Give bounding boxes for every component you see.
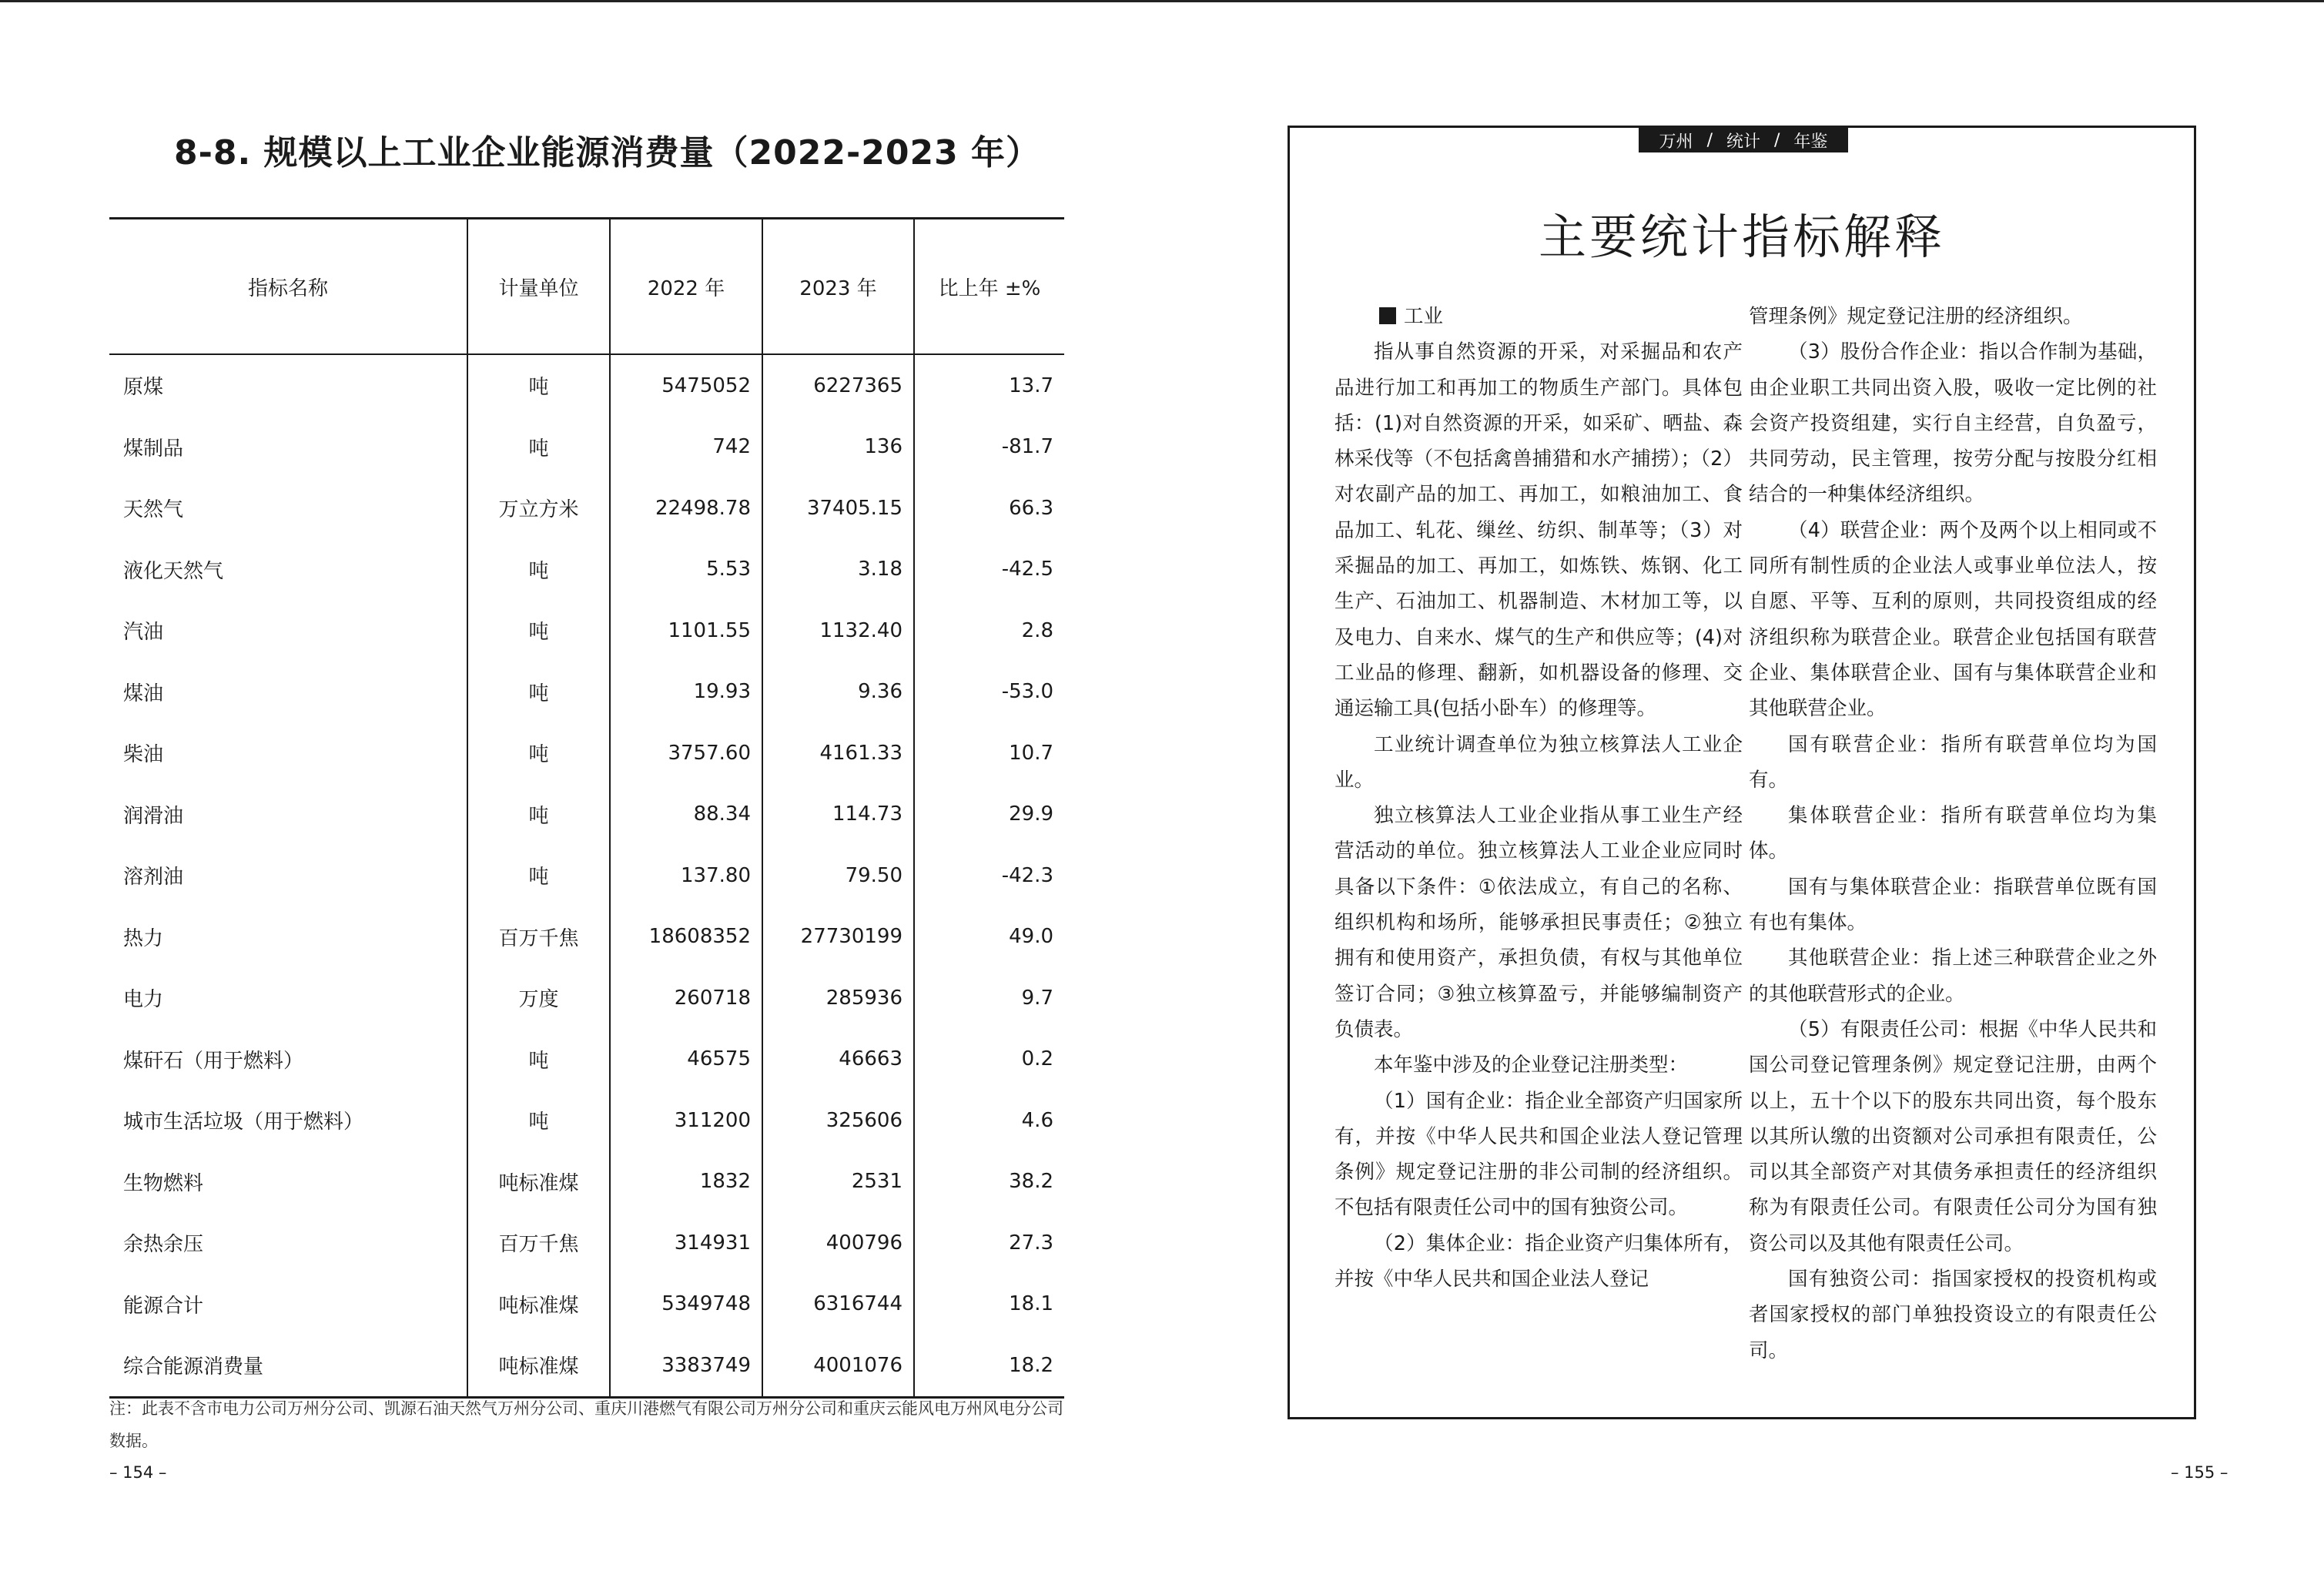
change-percent: -53.0 — [914, 662, 1064, 723]
column-header-unit: 计量单位 — [467, 219, 610, 355]
table-row — [109, 1335, 1064, 1397]
unit-cell: 吨 — [467, 662, 610, 723]
indicator-name: 柴油 — [123, 743, 164, 767]
value-2023: 136 — [762, 417, 914, 478]
value-2022: 5475052 — [610, 354, 762, 417]
page-number-left: – 154 – — [109, 1463, 167, 1482]
text-column-left — [1334, 299, 1743, 1297]
paragraph: （5）有限责任公司：根据《中华人民共和国公司登记管理条例》规定登记注册，由两个以上，五十个以下的股东共同出资，每个股东以其所认缴的出资额对公司承担有限责任，公司以其全部资产对其债务承担责任的经济组织称为有限责任公司。有限责任公司分为国有独资公司以及其他有限责任公司。 — [1749, 1017, 2157, 1255]
column-header-name: 指标名称 — [109, 219, 467, 355]
paragraph: （4）联营企业：两个及两个以上相同或不同所有制性质的企业法人或事业单位法人，按自愿、平等、互利的原则，共同投资组成的经济组织称为联营企业。联营企业包括国有联营企业、集体联营企业、国有与集体联营企业和其他联营企业。 — [1749, 518, 2157, 721]
column-header-2022: 2022 年 — [610, 219, 762, 355]
value-2023: 285936 — [762, 967, 914, 1029]
change-percent: 10.7 — [914, 722, 1064, 784]
value-2022: 18608352 — [610, 906, 762, 968]
value-2023: 37405.15 — [762, 477, 914, 539]
value-2023: 6316744 — [762, 1274, 914, 1335]
column-header-change: 比上年 ±% — [914, 219, 1064, 355]
page-heading: 主要统计指标解释 — [1538, 209, 1945, 265]
change-percent: -81.7 — [914, 417, 1064, 478]
unit-cell: 吨 — [467, 417, 610, 478]
header-part: 统计 — [1726, 132, 1760, 152]
table-title: 8-8. 规模以上工业企业能源消费量（2022-2023 年） — [174, 133, 1041, 173]
value-2023: 3.18 — [762, 539, 914, 601]
paragraph: （3）股份合作企业：指以合作制为基础，由企业职工共同出资入股，吸收一定比例的社会资产投资组建，实行自主经营，自负盈亏，共同劳动，民主管理，按劳分配与按股分红相结合的一种集体经济组织。 — [1749, 340, 2157, 507]
value-2022: 46575 — [610, 1029, 762, 1090]
unit-cell: 吨标准煤 — [467, 1335, 610, 1397]
change-percent: 9.7 — [914, 967, 1064, 1029]
indicator-name: 城市生活垃圾（用于燃料） — [123, 1111, 364, 1134]
paragraph: 指从事自然资源的开采，对采掘品和农产品进行加工和再加工的物质生产部门。具体包括：(1)对自然资源的开采，如采矿、晒盐、森林采伐等（不包括禽兽捕猎和水产捕捞）；（2）对农副产品的加工、再加工，如粮油加工、食品加工、轧花、缫丝、纺织、制革等；（3）对采掘品的加工、再加工，如炼铁、炼钢、化工生产、石油加工、机器制造、木材加工等，以及电力、自来水、煤气的生产和供应等；(4)对工业品的修理、翻新，如机器设备的修理、交通运输工具(包括小卧车）的修理等。 — [1334, 340, 1743, 721]
header-part: 万州 — [1659, 132, 1693, 152]
paragraph: 国有独资公司：指国家授权的投资机构或者国家授权的部门单独投资设立的有限责任公司。 — [1749, 1268, 2157, 1362]
table-row — [109, 600, 1064, 662]
table-row — [109, 845, 1064, 906]
value-2022: 260718 — [610, 967, 762, 1029]
text-column-right — [1749, 299, 2157, 1369]
value-2022: 3383749 — [610, 1335, 762, 1397]
paragraph: 集体联营企业：指所有联营单位均为集体。 — [1749, 804, 2157, 863]
paragraph: （2）集体企业：指企业资产归集体所有，并按《中华人民共和国企业法人登记 — [1334, 1231, 1743, 1292]
paragraph: 工业统计调查单位为独立核算法人工业企业。 — [1334, 732, 1743, 792]
value-2022: 311200 — [610, 1090, 762, 1151]
table-row — [109, 967, 1064, 1029]
header-separator: / — [1774, 130, 1780, 150]
change-percent: 29.9 — [914, 784, 1064, 846]
value-2023: 325606 — [762, 1090, 914, 1151]
value-2023: 114.73 — [762, 784, 914, 846]
unit-cell: 吨标准煤 — [467, 1151, 610, 1213]
table-footnote: 注：此表不含市电力公司万州分公司、凯源石油天然气万州分公司、重庆川港燃气有限公司万州分公司和重庆云能风电万州风电分公司数据。 — [109, 1399, 1063, 1450]
unit-cell: 吨 — [467, 354, 610, 417]
right-page — [1162, 0, 2324, 1588]
value-2022: 742 — [610, 417, 762, 478]
paragraph: （1）国有企业：指企业全部资产归国家所有，并按《中华人民共和国企业法人登记管理条例》规定登记注册的非公司制的经济组织。不包括有限责任公司中的国有独资公司。 — [1334, 1089, 1743, 1220]
unit-cell: 吨 — [467, 845, 610, 906]
unit-cell: 百万千焦 — [467, 906, 610, 968]
paragraph: 本年鉴中涉及的企业登记注册类型： — [1374, 1054, 1689, 1077]
change-percent: -42.5 — [914, 539, 1064, 601]
square-bullet-icon — [1379, 307, 1396, 324]
value-2023: 4161.33 — [762, 722, 914, 784]
page-number-right: – 155 – — [2171, 1463, 2229, 1482]
paragraph-continuation: 管理条例》规定登记注册的经济组织。 — [1749, 305, 2083, 328]
unit-cell: 万度 — [467, 967, 610, 1029]
table-row — [109, 1274, 1064, 1335]
unit-cell: 吨 — [467, 1029, 610, 1090]
value-2023: 400796 — [762, 1212, 914, 1274]
table-row — [109, 722, 1064, 784]
unit-cell: 吨 — [467, 600, 610, 662]
indicator-name: 综合能源消费量 — [123, 1355, 264, 1379]
value-2022: 22498.78 — [610, 477, 762, 539]
column-header-2023: 2023 年 — [762, 219, 914, 355]
unit-cell: 万立方米 — [467, 477, 610, 539]
indicator-name: 能源合计 — [123, 1294, 204, 1318]
change-percent: 13.7 — [914, 354, 1064, 417]
change-percent: 27.3 — [914, 1212, 1064, 1274]
change-percent: -42.3 — [914, 845, 1064, 906]
change-percent: 49.0 — [914, 906, 1064, 968]
indicator-name: 原煤 — [123, 376, 164, 400]
unit-cell: 吨 — [467, 1090, 610, 1151]
indicator-name: 溶剂油 — [123, 866, 184, 889]
value-2023: 46663 — [762, 1029, 914, 1090]
indicator-name: 煤制品 — [123, 437, 184, 461]
indicator-name: 液化天然气 — [123, 559, 224, 583]
value-2023: 9.36 — [762, 662, 914, 723]
header-part: 年鉴 — [1793, 132, 1828, 152]
indicator-name: 电力 — [123, 988, 164, 1012]
value-2023: 2531 — [762, 1151, 914, 1213]
change-percent: 2.8 — [914, 600, 1064, 662]
table-row — [109, 1212, 1064, 1274]
value-2022: 3757.60 — [610, 722, 762, 784]
unit-cell: 吨标准煤 — [467, 1274, 610, 1335]
value-2022: 5.53 — [610, 539, 762, 601]
paragraph: 国有与集体联营企业：指联营单位既有国有也有集体。 — [1749, 875, 2157, 935]
change-percent: 4.6 — [914, 1090, 1064, 1151]
value-2022: 1101.55 — [610, 600, 762, 662]
table-row — [109, 1151, 1064, 1213]
content-frame — [1288, 126, 2196, 1419]
table-row — [109, 477, 1064, 539]
paragraph: 国有联营企业：指所有联营单位均为国有。 — [1749, 732, 2157, 792]
value-2022: 1832 — [610, 1151, 762, 1213]
indicator-name: 天然气 — [123, 498, 184, 522]
table-row — [109, 1029, 1064, 1090]
paragraph: 独立核算法人工业企业指从事工业生产经营活动的单位。独立核算法人工业企业应同时具备以下条件：①依法成立，有自己的名称、组织机构和场所，能够承担民事责任；②独立拥有和使用资产，承担负债，有权与其他单位签订合同；③独立核算盈亏，并能够编制资产负债表。 — [1334, 804, 1743, 1041]
change-percent: 18.2 — [914, 1335, 1064, 1397]
indicator-name: 热力 — [123, 926, 164, 950]
yearbook-header-tab — [1639, 128, 1848, 152]
unit-cell: 吨 — [467, 784, 610, 846]
paragraph: 其他联营企业：指上述三种联营企业之外的其他联营形式的企业。 — [1749, 946, 2157, 1006]
value-2023: 6227365 — [762, 354, 914, 417]
section-heading — [1334, 299, 1743, 334]
value-2023: 27730199 — [762, 906, 914, 968]
change-percent: 66.3 — [914, 477, 1064, 539]
unit-cell: 百万千焦 — [467, 1212, 610, 1274]
table-header-row — [109, 219, 1064, 355]
header-separator: / — [1706, 130, 1713, 150]
indicator-name: 余热余压 — [123, 1233, 204, 1257]
indicator-name: 煤油 — [123, 682, 164, 705]
table-row — [109, 417, 1064, 478]
value-2023: 4001076 — [762, 1335, 914, 1397]
energy-consumption-table — [109, 217, 1064, 1399]
indicator-name: 煤矸石（用于燃料） — [123, 1049, 304, 1073]
value-2023: 1132.40 — [762, 600, 914, 662]
table-row — [109, 354, 1064, 417]
value-2022: 137.80 — [610, 845, 762, 906]
value-2022: 19.93 — [610, 662, 762, 723]
table-row — [109, 662, 1064, 723]
value-2022: 314931 — [610, 1212, 762, 1274]
table-row — [109, 784, 1064, 846]
table-row — [109, 539, 1064, 601]
table-row — [109, 906, 1064, 968]
change-percent: 0.2 — [914, 1029, 1064, 1090]
value-2023: 79.50 — [762, 845, 914, 906]
indicator-name: 润滑油 — [123, 804, 184, 828]
unit-cell: 吨 — [467, 539, 610, 601]
unit-cell: 吨 — [467, 722, 610, 784]
change-percent: 18.1 — [914, 1274, 1064, 1335]
value-2022: 88.34 — [610, 784, 762, 846]
change-percent: 38.2 — [914, 1151, 1064, 1213]
section-heading-text: 工业 — [1404, 305, 1444, 328]
indicator-name: 汽油 — [123, 621, 164, 645]
value-2022: 5349748 — [610, 1274, 762, 1335]
table-row — [109, 1090, 1064, 1151]
indicator-name: 生物燃料 — [123, 1171, 204, 1195]
